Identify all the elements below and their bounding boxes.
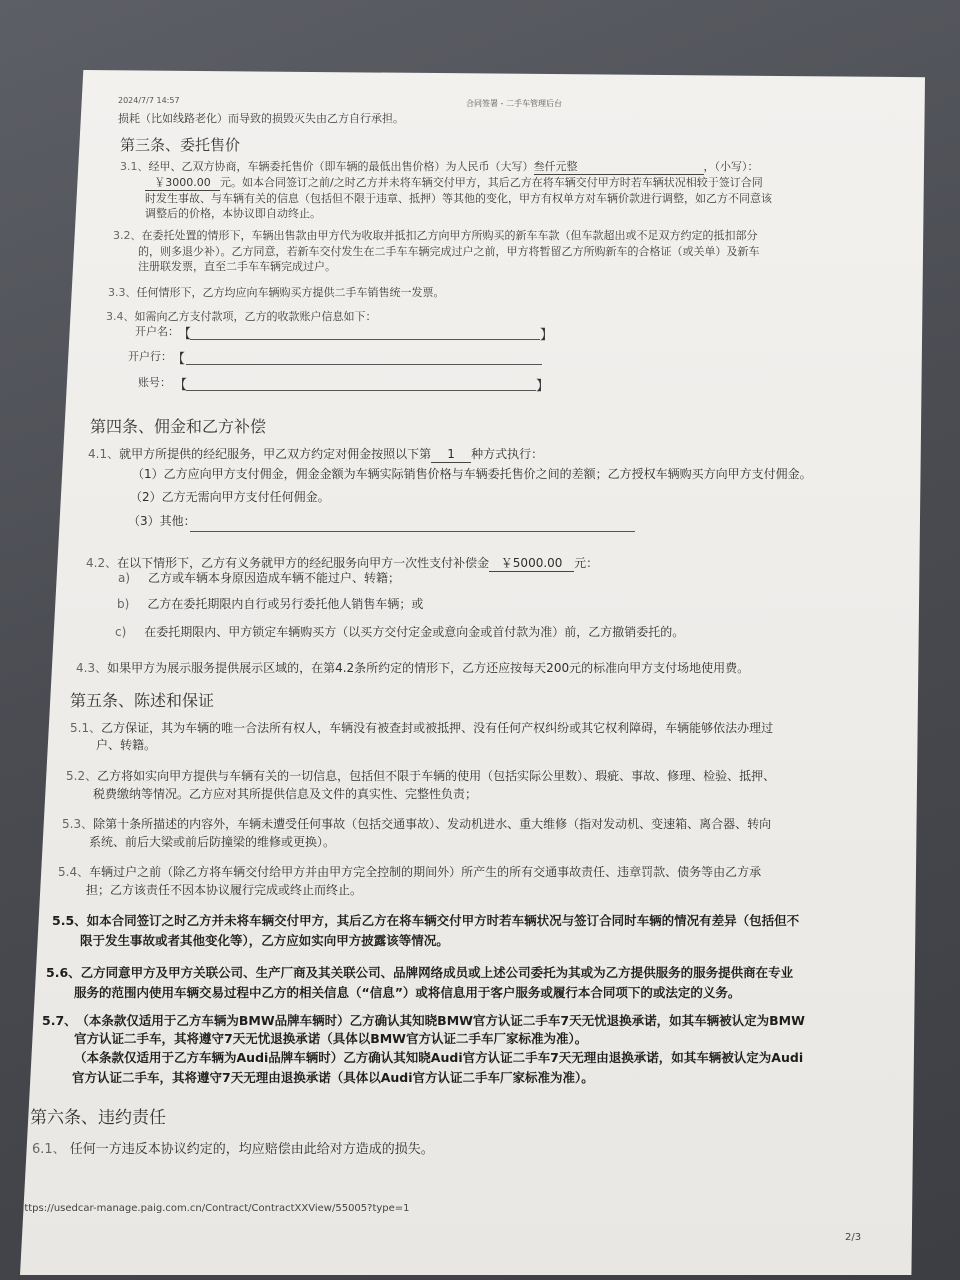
clause-3-1-line-4: 调整后的价格，本协议即自动终止。	[145, 207, 321, 220]
print-datetime: 2024/7/7 14:57	[118, 96, 180, 105]
clause-3-3: 3.3、任何情形下，乙方均应向车辆购买方提供二手车销售统一发票。	[108, 286, 445, 299]
clause-5-7-line-3: （本条款仅适用于乙方车辆为Audi品牌车辆时）乙方确认其知晓Audi官方认证二手车7天无理由退换承诺，如其车辆被认定为Audi	[74, 1050, 804, 1065]
clause-4-2: 4.2、在以下情形下，乙方有义务就甲方的经纪服务向甲方一次性支付补偿金 ￥5000.00 元：	[86, 556, 599, 570]
print-footer-url: https://usedcar-manage.paig.com.cn/Contract/ContractXXView/55005?type=1	[18, 1203, 410, 1214]
clause-4-2-item-b: b) 乙方在委托期限内自行或另行委托他人销售车辆；或	[117, 597, 424, 611]
section-5-title: 第五条、陈述和保证	[70, 691, 215, 710]
clause-3-2-line-3: 注册联发票，直至二手车车辆完成过户。	[138, 260, 336, 273]
commission-choice: 1	[431, 446, 471, 463]
account-number-field	[186, 390, 536, 391]
commission-other-field	[190, 531, 635, 532]
account-name-field	[190, 339, 540, 340]
section-6-title: 第六条、违约责任	[30, 1108, 166, 1128]
clause-5-6-line-2: 服务的范围内使用车辆交易过程中乙方的相关信息（“信息”）或将信息用于客户服务或履行本合同项下的或法定的义务。	[74, 985, 741, 1000]
clause-3-2-line-1: 3.2、在委托处置的情形下，车辆出售款由甲方代为收取并抵扣乙方向甲方所购买的新车车款（但车款超出或不足双方约定的抵扣部分	[113, 229, 758, 242]
clause-5-6-line-1: 5.6、乙方同意甲方及甲方关联公司、生产厂商及其关联公司、品牌网络成员或上述公司委托为其或为乙方提供服务的服务提供商在专业	[46, 965, 794, 980]
clause-5-4-line-1: 5.4、车辆过户之前（除乙方将车辆交付给甲方并由甲方完全控制的期间外）所产生的所有交通事故责任、违章罚款、债务等由乙方承	[58, 865, 762, 879]
clause-5-7-line-2: 官方认证二手车，其将遵守7天无忧退换承诺（具体以BMW官方认证二手车厂家标准为准）。	[74, 1031, 588, 1046]
clause-3-1-line-3: 时发生事故、与车辆有关的信息（包括但不限于违章、抵押）等其他的变化，甲方有权单方对车辆价款进行调整，如乙方不同意该	[145, 192, 772, 205]
account-number-bracket-open: 【	[174, 378, 188, 393]
commission-option-3: （3）其他：	[128, 514, 196, 528]
amount-in-words: 叁仟元整	[534, 160, 704, 175]
clause-5-4-line-2: 担；乙方该责任不因本协议履行完成或终止而终止。	[86, 883, 363, 897]
clause-4-2-item-a: a) 乙方或车辆本身原因造成车辆不能过户、转籍；	[118, 571, 401, 585]
clause-3-4: 3.4、如需向乙方支付款项，乙方的收款账户信息如下：	[106, 310, 377, 323]
clause-4-2-item-c: c) 在委托期限内、甲方锁定车辆购买方（以买方交付定金或意向金或首付款为准）前，乙方撤销委托的。	[115, 625, 685, 639]
clause-5-7-line-4: 官方认证二手车，其将遵守7天无理由退换承诺（具体以Audi官方认证二手车厂家标准为准）。	[72, 1070, 594, 1085]
bank-label: 开户行：	[128, 350, 172, 363]
print-header-title: 合同签署 - 二手车管理后台	[466, 99, 562, 108]
clause-4-1: 4.1、就甲方所提供的经纪服务，甲乙双方约定对佣金按照以下第 1 种方式执行：	[88, 447, 544, 461]
account-number-label: 账号：	[138, 376, 171, 389]
print-page-number: 2/3	[845, 1232, 862, 1243]
clause-5-5-line-1: 5.5、如本合同签订之时乙方并未将车辆交付甲方，其后乙方在将车辆交付甲方时若车辆状况与签订合同时车辆的情况有差异（包括但不	[52, 913, 800, 928]
compensation-amount: ￥5000.00	[489, 555, 574, 572]
bank-field	[186, 364, 542, 365]
account-name-bracket-open: 【	[178, 327, 192, 342]
clause-3-2-line-2: 的，则多退少补）。乙方同意，若新车交付发生在二手车车辆完成过户之前，甲方将暂留乙方所购新车的合格证（或关单）及新车	[138, 245, 760, 258]
clause-5-7-line-1: 5.7、 （本条款仅适用于乙方车辆为BMW品牌车辆时）乙方确认其知晓BMW官方认证二手车7天无忧退换承诺，如其车辆被认定为BMW	[42, 1013, 805, 1028]
clause-5-5-line-2: 限于发生事故或者其他变化等），乙方应如实向甲方披露该等情况。	[80, 933, 449, 948]
clause-5-2-line-2: 税费缴纳等情况。乙方应对其所提供信息及文件的真实性、完整性负责；	[93, 787, 478, 801]
clause-5-2-line-1: 5.2、乙方将如实向甲方提供与车辆有关的一切信息，包括但不限于车辆的使用（包括实际公里数）、瑕疵、事故、修理、检验、抵押、	[66, 769, 776, 783]
clause-5-1-line-2: 户、转籍。	[96, 738, 157, 752]
section-3-title: 第三条、委托售价	[120, 136, 241, 154]
clause-5-3-line-1: 5.3、除第十条所描述的内容外，车辆未遭受任何事故（包括交通事故）、发动机进水、重大维修（指对发动机、变速箱、离合器、转向	[62, 817, 772, 831]
account-number-bracket-close: 】	[536, 379, 550, 394]
account-name-label: 开户名：	[135, 325, 179, 338]
clause-5-1-line-1: 5.1、乙方保证，其为车辆的唯一合法所有权人，车辆没有被查封或被抵押、没有任何产权纠纷或其它权利障碍，车辆能够依法办理过	[70, 721, 774, 735]
clause-3-1-line-2: ￥3000.00 元。如本合同签订之前/之时乙方并未将车辆交付甲方，其后乙方在将车辆交付甲方时若车辆状况相较于签订合同	[145, 176, 763, 191]
amount-in-figures: ￥3000.00	[145, 176, 220, 191]
bank-bracket-open: 【	[172, 352, 186, 367]
commission-option-1: （1）乙方应向甲方支付佣金，佣金金额为车辆实际销售价格与车辆委托售价之间的差额；乙方授权车辆购买方向甲方支付佣金。	[132, 467, 812, 481]
clause-5-3-line-2: 系统、前后大梁或前后防撞梁的维修或更换）。	[89, 835, 336, 849]
clause-6-1: 6.1、 任何一方违反本协议约定的，均应赔偿由此给对方造成的损失。	[32, 1142, 434, 1157]
carryover-line: 损耗（比如线路老化）而导致的损毁灭失由乙方自行承担。	[118, 112, 404, 125]
section-4-title: 第四条、佣金和乙方补偿	[90, 417, 267, 436]
clause-4-3: 4.3、如果甲方为展示服务提供展示区域的，在第4.2条所约定的情形下，乙方还应按每天200元的标准向甲方支付场地使用费。	[76, 661, 750, 675]
account-name-bracket-close: 】	[540, 328, 554, 343]
clause-3-1-line-1: 3.1、经甲、乙双方协商，车辆委托售价（即车辆的最低出售价格）为人民币（大写）叁仟元整 ，（小写）：	[120, 160, 759, 173]
commission-option-2: （2）乙方无需向甲方支付任何佣金。	[130, 490, 330, 504]
